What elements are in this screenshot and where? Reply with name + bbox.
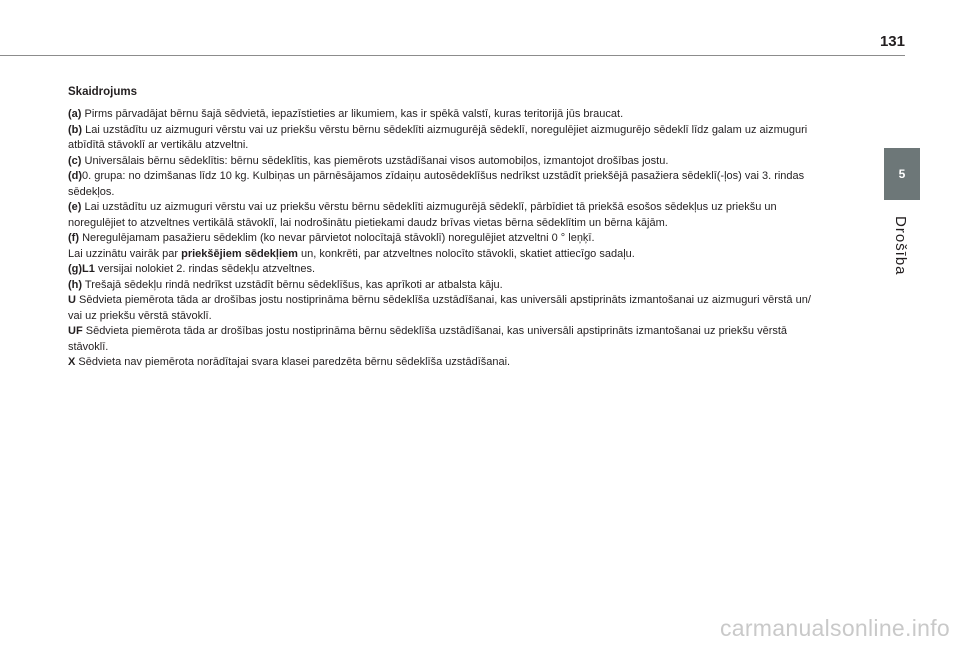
legend-item-b-continued — [68, 138, 811, 154]
legend-label: (a) — [68, 108, 82, 120]
legend-text: Sēdvieta piemērota tāda ar drošības jostu nostiprināma bērnu sēdeklīša uzstādīšanai, kas universāli apstiprināts izmantošanai uz aizmuguri vērstā un/ — [79, 294, 811, 306]
legend-label: U — [68, 294, 76, 306]
legend-list — [68, 107, 811, 371]
see-also-text: Lai uzzinātu vairāk par — [68, 247, 179, 260]
section-heading: Skaidrojums — [68, 86, 138, 98]
see-also-reference: priekšējiem sēdekļiem — [181, 247, 298, 260]
legend-item-uf-continued — [68, 340, 811, 356]
legend-text: Sēdvieta nav piemērota norādītajai svara klasei paredzēta bērnu sēdeklīša uzstādīšanai. — [78, 356, 511, 368]
legend-label: (d) — [68, 170, 83, 182]
legend-item-e — [68, 200, 811, 216]
legend-item-g — [68, 262, 811, 278]
legend-item-d-continued — [68, 185, 811, 201]
legend-text: Trešajā sēdekļu rindā nedrīkst uzstādīt bērnu sēdeklīšus, kas aprīkoti ar atbalsta kāju. — [84, 278, 503, 291]
legend-item-f-see-also — [68, 247, 811, 263]
legend-item-e-continued — [68, 216, 811, 232]
legend-item-c — [68, 154, 811, 170]
legend-item-f — [68, 231, 811, 247]
legend-text: Universālais bērnu sēdeklītis: bērnu sēdeklītis, kas piemērots uzstādīšanai visos automobiļos, izmantojot drošības jostu. — [84, 154, 669, 167]
legend-item-a — [68, 107, 811, 123]
legend-label: (f) — [68, 232, 79, 244]
legend-label: (h) — [68, 278, 83, 291]
legend-text: Lai uzstādītu uz aizmuguri vērstu vai uz priekšu vērstu bērnu sēdeklīti aizmugurējā sēdeklī, noregulējiet aizmugurējo sēdeklī līdz galam uz aizmuguri — [85, 123, 808, 136]
legend-label: UF — [68, 325, 83, 337]
legend-text: sēdekļos. — [68, 185, 115, 198]
legend-text: versijai nolokiet 2. rindas sēdekļu atzveltnes. — [97, 263, 316, 275]
chapter-number: 5 — [898, 167, 906, 181]
legend-text: atbīdītā stāvoklī ar vertikālu atzveltni. — [68, 139, 249, 151]
legend-text: Pirms pārvadājat bērnu šajā sēdvietā, iepazīstieties ar likumiem, kas ir spēkā valstī, kuras teritorijā jūs braucat. — [84, 108, 624, 120]
legend-text: noregulējiet to atzveltnes vertikālā stāvoklī, lai nodrošinātu pietiekami daudz brīvas vietas bērna sēdeklītim un bērna kājām. — [68, 216, 668, 229]
legend-item-u-continued — [68, 309, 811, 325]
chapter-tab — [884, 148, 920, 200]
legend-item-d — [68, 169, 811, 185]
legend-text: stāvoklī. — [68, 340, 109, 353]
legend-item-h — [68, 278, 811, 294]
site-watermark: carmanualsonline.info — [719, 615, 950, 641]
legend-text: 0. grupa: no dzimšanas līdz 10 kg. Kulbiņas un pārnēsājamos zīdaiņu autosēdeklīšus nedrīkst uzstādīt priekšējā pasažiera sēdeklī(-ļos) vai 3. rindas — [82, 170, 805, 182]
legend-label: (b) — [68, 123, 83, 136]
chapter-title: Drošība — [892, 216, 909, 276]
legend-text: vai uz priekšu vērstā stāvoklī. — [68, 309, 212, 322]
legend-item-x — [68, 355, 811, 371]
legend-text: Neregulējamam pasažieru sēdeklim (ko nevar pārvietot nolocītajā stāvoklī) noregulējiet atzveltni 0 ° leņķī. — [82, 232, 595, 244]
page-number: 131 — [879, 33, 905, 50]
legend-item-uf — [68, 324, 811, 340]
header-divider — [0, 55, 905, 56]
legend-item-u — [68, 293, 811, 309]
legend-label: (g)L1 — [68, 263, 95, 275]
legend-text: Sēdvieta piemērota tāda ar drošības jostu nostiprināma bērnu sēdeklīša uzstādīšanai, kas universāli apstiprināts izmantošanai uz priekšu vērstā — [85, 325, 788, 337]
see-also-text: un, konkrēti, par atzveltnes nolocīto stāvokli, skatiet attiecīgo sadaļu. — [300, 247, 635, 260]
legend-text: Lai uzstādītu uz aizmuguri vērstu vai uz priekšu vērstu bērnu sēdeklīti aizmugurējā sēdeklī, pārbīdiet tā priekšā esošos sēdekļus uz priekšu un — [84, 201, 777, 213]
legend-item-b — [68, 123, 811, 139]
legend-label: (c) — [68, 154, 82, 167]
legend-label: (e) — [68, 201, 82, 213]
legend-label: X — [68, 356, 76, 368]
